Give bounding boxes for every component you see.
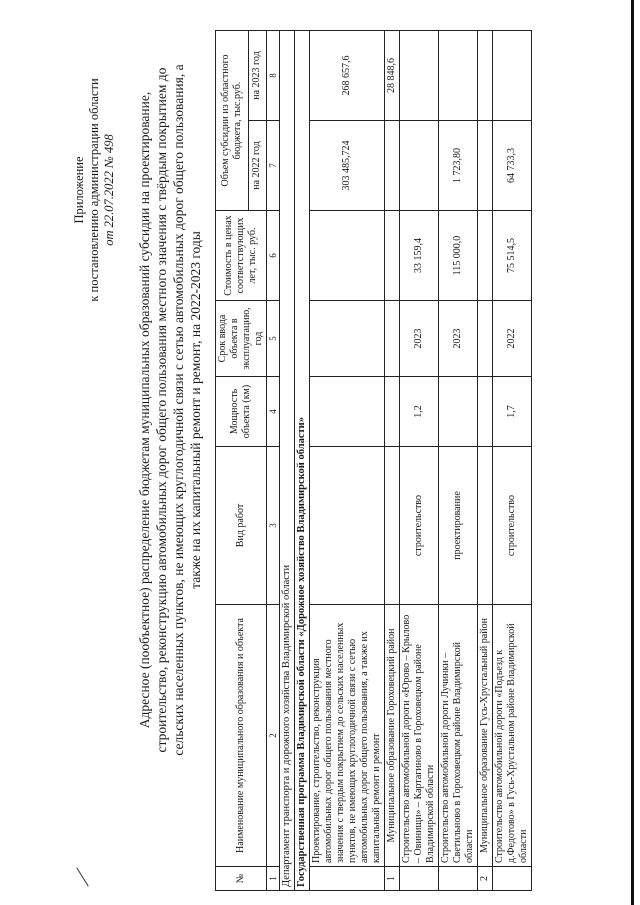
- work-type: строительство: [493, 447, 532, 605]
- table-cell: [385, 121, 400, 211]
- column-number-row: [267, 31, 280, 891]
- object-name: Строительство автомобильной дороги «Юрово – Крылово – Овинищи» – Картагиново в Гороховецком районе Владимирской области: [400, 605, 439, 867]
- header-cost: Стоимость в ценах соответствующих лет, тыс. руб.: [216, 211, 267, 301]
- table-cell: [385, 377, 400, 447]
- table-cell: [310, 867, 385, 891]
- table-cell: [478, 211, 493, 301]
- document-title: Адресное (пообъектное) распределение бюджетам муниципальных образований субсидии на проектирование, строительство, реконструкцию автомобильных дорог общего пользования местного значения с твёрдым покрытием до сельских населенных пунктов, не имеющих круглогодичной связи с сетью автомобильных дорог общего пользования, а также на их капитальный ремонт и ремонт, на 2022-2023 годы: [137, 64, 203, 756]
- header-subsidy: Объем субсидии из областного бюджета, тыс.руб.: [216, 31, 249, 211]
- summary-name: Проектирование, строительство, реконструкция автомобильных дорог общего пользования местного значения с твердым покрытием до сельских населенных пунктов, не имеющих круглогодичной связи с сетью автомобильных дорог общего пользования, а также их капитальный ремонт и ремонт: [310, 605, 385, 867]
- col-number: 5: [267, 301, 280, 377]
- cost: 33 159,4: [400, 211, 439, 301]
- table-cell: [439, 867, 478, 891]
- commission-year: 2022: [493, 301, 532, 377]
- table-row: [400, 31, 439, 891]
- col-number: 8: [267, 31, 280, 121]
- table-cell: [385, 211, 400, 301]
- capacity: 1,2: [400, 377, 439, 447]
- header-no: №: [216, 867, 267, 891]
- col-number: 1: [267, 867, 280, 891]
- work-type: строительство: [400, 447, 439, 605]
- department-name: Департамент транспорта и дорожного хозяйства Владимирской области: [280, 31, 295, 891]
- table-cell: [478, 377, 493, 447]
- header-capacity: Мощность объекта (км): [216, 377, 267, 447]
- appendix-date: от 22.07.2022 № 498: [102, 134, 116, 246]
- table-row: [439, 31, 478, 891]
- table-cell: [478, 447, 493, 605]
- table-cell: [310, 377, 385, 447]
- table-cell: [478, 121, 493, 211]
- summary-2023: 268 657,6: [310, 31, 385, 121]
- subsidy-2023: [493, 31, 532, 121]
- header-2022: на 2022 год: [248, 121, 266, 211]
- municipality-total-2023: 28 848,6: [385, 31, 400, 121]
- municipality-name: Муниципальное образование Гороховецкий район: [385, 605, 400, 867]
- table-cell: [493, 867, 532, 891]
- municipality-total-2023: [478, 31, 493, 121]
- table-row: [493, 31, 532, 891]
- table-cell: [310, 211, 385, 301]
- municipality-name: Муниципальное образование Гусь-Хрустальный район: [478, 605, 493, 867]
- cost: 75 514,5: [493, 211, 532, 301]
- appendix-header: [72, 65, 117, 315]
- program-row: [295, 31, 310, 891]
- col-number: 4: [267, 377, 280, 447]
- program-name: Государственная программа Владимирской области «Дорожное хозяйство Владимирской области»: [295, 31, 310, 891]
- header-row: [216, 31, 249, 891]
- header-name: Наименование муниципального образования и объекта: [216, 605, 267, 867]
- col-number: 6: [267, 211, 280, 301]
- subsidy-2023: [400, 31, 439, 121]
- commission-year: 2023: [400, 301, 439, 377]
- municipality-row: [385, 31, 400, 891]
- cost: 115 000,0: [439, 211, 478, 301]
- subsidy-2022: 1 723,80: [439, 121, 478, 211]
- table-cell: [400, 867, 439, 891]
- municipality-row: [478, 31, 493, 891]
- capacity: 1,7: [493, 377, 532, 447]
- col-number: 3: [267, 447, 280, 605]
- object-name: Строительство автомобильной дороги «Подъезд к д.Федотово» в Гусь-Хрустальном районе Владимирской области: [493, 605, 532, 867]
- object-name: Строительство автомобильной дороги Лучинки – Светильново в Гороховецком районе Владимирской области: [439, 605, 478, 867]
- header-work: Вид работ: [216, 447, 267, 605]
- header-term: Срок ввода объекта в эксплуатацию, год: [216, 301, 267, 377]
- table-cell: [385, 301, 400, 377]
- appendix-decree: к постановлению администрации области: [87, 78, 101, 302]
- header-2023: на 2023 год: [248, 31, 266, 121]
- table-cell: [310, 447, 385, 605]
- table-cell: [478, 301, 493, 377]
- work-type: проектирование: [439, 447, 478, 605]
- subsidy-2022: [400, 121, 439, 211]
- row-number: 1: [385, 867, 400, 891]
- appendix-label: Приложение: [72, 156, 86, 224]
- row-number: 2: [478, 867, 493, 891]
- subsidy-table: [215, 30, 532, 891]
- col-number: 7: [267, 121, 280, 211]
- summary-row: [310, 31, 385, 891]
- table-cell: [310, 301, 385, 377]
- summary-2022: 303 485,724: [310, 121, 385, 211]
- capacity: [439, 377, 478, 447]
- table-cell: [385, 447, 400, 605]
- col-number: 2: [267, 605, 280, 867]
- subsidy-2022: 64 733,3: [493, 121, 532, 211]
- department-row: [280, 31, 295, 891]
- subsidy-2023: [439, 31, 478, 121]
- commission-year: 2023: [439, 301, 478, 377]
